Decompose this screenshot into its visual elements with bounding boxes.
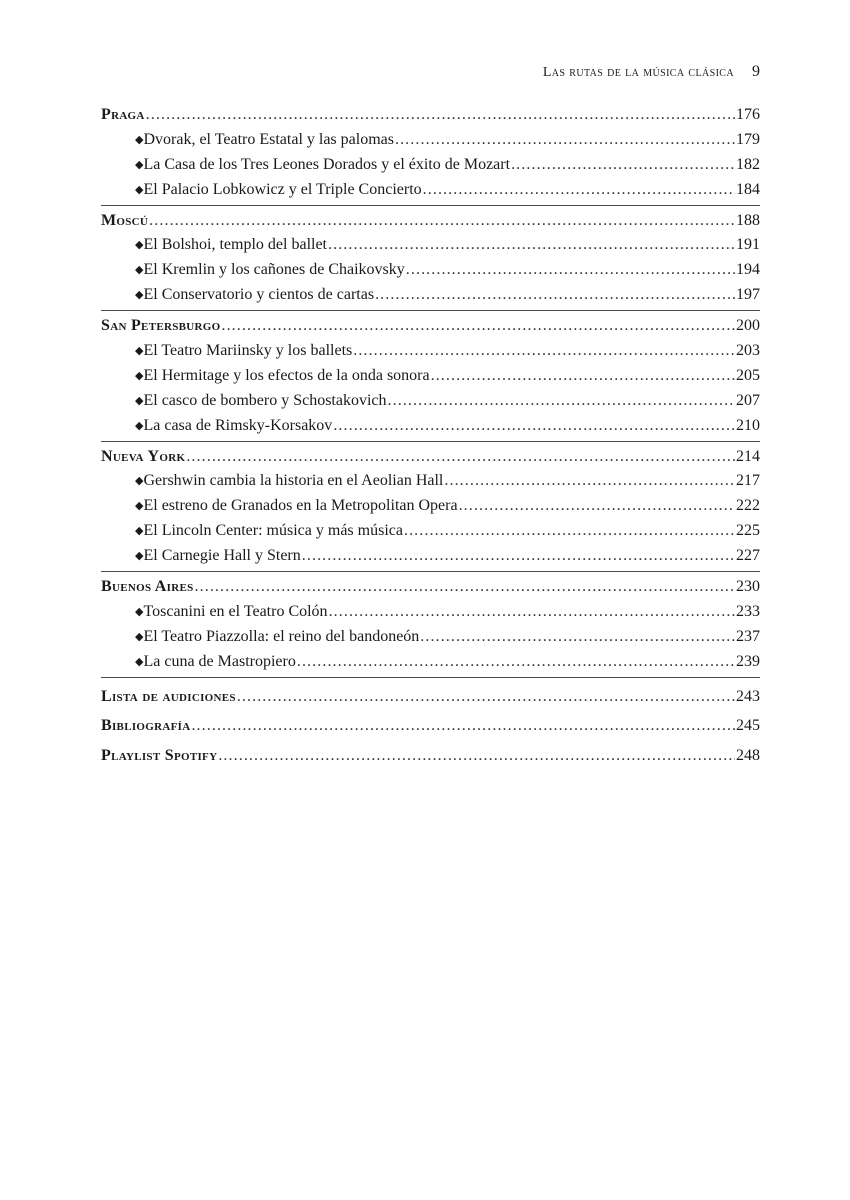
toc-subentry-title: Dvorak, el Teatro Estatal y las palomas bbox=[143, 130, 394, 148]
toc-entry-page: 200 bbox=[736, 317, 760, 335]
toc-entry[interactable] bbox=[101, 575, 760, 600]
toc-subentry-page: 239 bbox=[736, 652, 760, 670]
diamond-bullet-icon: ◆ bbox=[135, 500, 144, 513]
toc-entry-title: Moscú bbox=[101, 211, 149, 229]
toc-subentry-page: 182 bbox=[736, 155, 760, 173]
diamond-bullet-icon: ◆ bbox=[135, 369, 144, 382]
toc-back-matter bbox=[101, 682, 760, 771]
toc-subentry-page: 179 bbox=[736, 130, 760, 148]
toc-subentry-title: Toscanini en el Teatro Colón bbox=[143, 602, 328, 620]
dot-leader bbox=[459, 494, 735, 519]
toc-subentry-title: La cuna de Mastropiero bbox=[143, 652, 296, 670]
toc-entry-title: Nueva York bbox=[101, 447, 186, 465]
dot-leader bbox=[195, 575, 735, 600]
dot-leader bbox=[333, 414, 735, 439]
toc-subentry-title: Gershwin cambia la historia en el Aeolian Hall bbox=[143, 472, 444, 490]
toc-subentry-title: El casco de bombero y Schostakovich bbox=[143, 391, 387, 409]
toc-subentry[interactable] bbox=[101, 519, 760, 544]
toc-subentry-page: 227 bbox=[736, 547, 760, 565]
diamond-bullet-icon: ◆ bbox=[135, 239, 144, 252]
toc-subentry[interactable] bbox=[101, 364, 760, 389]
toc-entry-page: 188 bbox=[736, 211, 760, 229]
toc-entry-title: Buenos Aires bbox=[101, 578, 194, 596]
toc-subentry[interactable] bbox=[101, 258, 760, 283]
toc-subentry-title: El Lincoln Center: música y más música bbox=[143, 522, 403, 540]
toc-subentry-page: 184 bbox=[736, 180, 760, 198]
toc-subentry-title: El Teatro Mariinsky y los ballets bbox=[143, 342, 353, 360]
toc-section-nueva-york bbox=[101, 445, 760, 572]
diamond-bullet-icon: ◆ bbox=[135, 630, 144, 643]
dot-leader bbox=[237, 682, 735, 712]
toc-subentry[interactable] bbox=[101, 469, 760, 494]
toc-entry-page: 243 bbox=[736, 687, 760, 705]
table-of-contents bbox=[101, 103, 760, 770]
dot-leader bbox=[420, 625, 735, 650]
toc-entry-page: 245 bbox=[736, 717, 760, 735]
dot-leader bbox=[218, 741, 735, 771]
toc-entry-page: 248 bbox=[736, 746, 760, 764]
toc-subentry[interactable] bbox=[101, 178, 760, 203]
toc-entry[interactable] bbox=[101, 445, 760, 470]
dot-leader bbox=[375, 283, 735, 308]
toc-subentry-page: 225 bbox=[736, 522, 760, 540]
toc-subentry-page: 191 bbox=[736, 236, 760, 254]
dot-leader bbox=[221, 314, 735, 339]
dot-leader bbox=[423, 178, 735, 203]
toc-subentry-title: El Kremlin y los cañones de Chaikovsky bbox=[143, 261, 405, 279]
toc-entry-title: Praga bbox=[101, 106, 145, 123]
dot-leader bbox=[404, 519, 735, 544]
toc-subentry-title: El Bolshoi, templo del ballet bbox=[143, 236, 327, 254]
toc-subentry-title: La casa de Rimsky-Korsakov bbox=[143, 416, 333, 434]
dot-leader bbox=[149, 209, 735, 234]
toc-entry-title: Bibliografía bbox=[101, 717, 191, 735]
toc-subentry[interactable] bbox=[101, 625, 760, 650]
diamond-bullet-icon: ◆ bbox=[135, 394, 144, 407]
toc-subentry-page: 197 bbox=[736, 286, 760, 304]
toc-subentry[interactable] bbox=[101, 389, 760, 414]
toc-subentry-title: El Teatro Piazzolla: el reino del bandoneón bbox=[143, 627, 420, 645]
diamond-bullet-icon: ◆ bbox=[135, 419, 144, 432]
dot-leader bbox=[191, 711, 735, 741]
dot-leader bbox=[186, 445, 735, 470]
toc-entry[interactable] bbox=[101, 314, 760, 339]
dot-leader bbox=[406, 258, 735, 283]
dot-leader bbox=[511, 153, 735, 178]
dot-leader bbox=[444, 469, 735, 494]
dot-leader bbox=[431, 364, 735, 389]
toc-section-san-petersburgo bbox=[101, 314, 760, 441]
toc-entry-page: 230 bbox=[736, 578, 760, 596]
toc-section-moscu bbox=[101, 209, 760, 312]
toc-entry[interactable] bbox=[101, 103, 760, 128]
toc-subentry[interactable] bbox=[101, 544, 760, 569]
running-head bbox=[543, 63, 760, 81]
toc-entry-title: Lista de audiciones bbox=[101, 687, 236, 705]
toc-subentry-title: El Carnegie Hall y Stern bbox=[143, 547, 301, 565]
toc-subentry-page: 217 bbox=[736, 472, 760, 490]
dot-leader bbox=[329, 600, 735, 625]
toc-subentry[interactable] bbox=[101, 650, 760, 675]
toc-subentry-title: El Conservatorio y cientos de cartas bbox=[143, 286, 375, 304]
dot-leader bbox=[302, 544, 735, 569]
diamond-bullet-icon: ◆ bbox=[135, 605, 144, 618]
toc-subentry-page: 222 bbox=[736, 497, 760, 515]
toc-entry-page: 214 bbox=[736, 447, 760, 465]
diamond-bullet-icon: ◆ bbox=[135, 550, 144, 563]
page-number: 9 bbox=[752, 63, 760, 80]
diamond-bullet-icon: ◆ bbox=[135, 525, 144, 538]
toc-entry-lista-de-audiciones[interactable] bbox=[101, 682, 760, 712]
toc-subentry-title: El estreno de Granados en la Metropolitan Opera bbox=[143, 497, 458, 515]
toc-entry-title: San Petersburgo bbox=[101, 317, 221, 335]
toc-subentry[interactable] bbox=[101, 339, 760, 364]
toc-entry-bibliografia[interactable] bbox=[101, 711, 760, 741]
toc-entry-playlist-spotify[interactable] bbox=[101, 741, 760, 771]
toc-subentry-page: 237 bbox=[736, 627, 760, 645]
toc-subentry-page: 203 bbox=[736, 342, 760, 360]
toc-section-buenos-aires bbox=[101, 575, 760, 678]
toc-subentry-page: 233 bbox=[736, 602, 760, 620]
running-head-title: Las rutas de la música clásica bbox=[542, 65, 734, 80]
toc-section-praga bbox=[101, 103, 760, 206]
dot-leader bbox=[395, 128, 735, 153]
toc-subentry[interactable] bbox=[101, 283, 760, 308]
toc-subentry[interactable] bbox=[101, 128, 760, 153]
dot-leader bbox=[146, 103, 735, 128]
toc-entry-page: 176 bbox=[736, 106, 760, 123]
toc-subentry-page: 207 bbox=[736, 391, 760, 409]
dot-leader bbox=[353, 339, 735, 364]
toc-subentry[interactable] bbox=[101, 153, 760, 178]
dot-leader bbox=[328, 233, 735, 258]
toc-entry-title: Playlist Spotify bbox=[101, 746, 218, 764]
diamond-bullet-icon: ◆ bbox=[135, 655, 144, 668]
toc-subentry[interactable] bbox=[101, 233, 760, 258]
toc-subentry-title: El Hermitage y los efectos de la onda sonora bbox=[143, 366, 430, 384]
toc-subentry[interactable] bbox=[101, 600, 760, 625]
toc-subentry[interactable] bbox=[101, 494, 760, 519]
diamond-bullet-icon: ◆ bbox=[135, 289, 144, 302]
toc-subentry-title: La Casa de los Tres Leones Dorados y el éxito de Mozart bbox=[143, 155, 511, 173]
toc-subentry[interactable] bbox=[101, 414, 760, 439]
diamond-bullet-icon: ◆ bbox=[135, 345, 144, 358]
toc-subentry-title: El Palacio Lobkowicz y el Triple Concierto bbox=[143, 180, 422, 198]
diamond-bullet-icon: ◆ bbox=[135, 264, 144, 277]
diamond-bullet-icon: ◆ bbox=[135, 183, 144, 196]
toc-subentry-page: 210 bbox=[736, 416, 760, 434]
diamond-bullet-icon: ◆ bbox=[135, 475, 144, 488]
dot-leader bbox=[297, 650, 735, 675]
toc-entry[interactable] bbox=[101, 209, 760, 234]
dot-leader bbox=[388, 389, 735, 414]
toc-subentry-page: 205 bbox=[736, 366, 760, 384]
diamond-bullet-icon: ◆ bbox=[135, 133, 144, 146]
toc-subentry-page: 194 bbox=[736, 261, 760, 279]
diamond-bullet-icon: ◆ bbox=[135, 158, 144, 171]
